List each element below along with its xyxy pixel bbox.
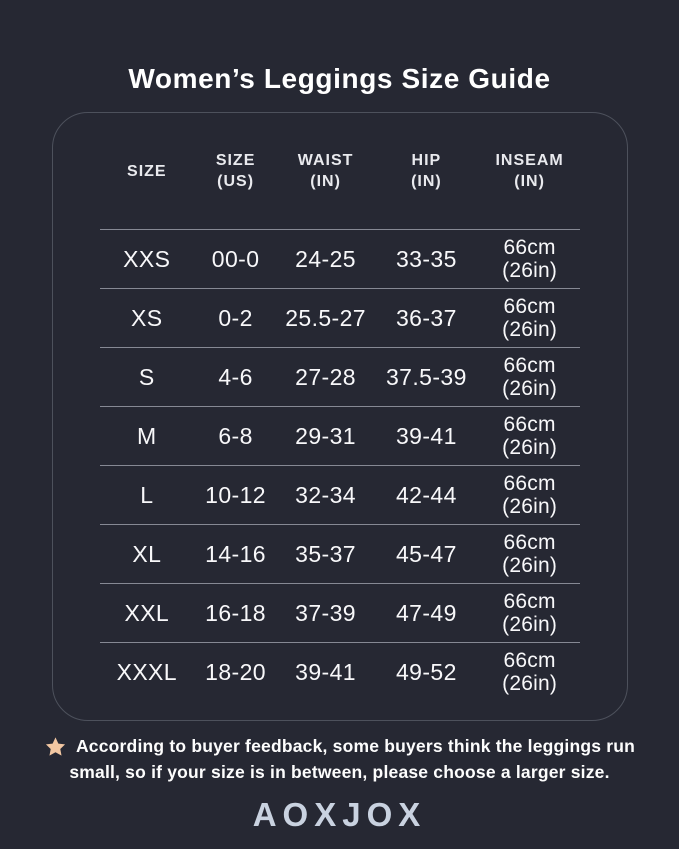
page-title: Women’s Leggings Size Guide bbox=[128, 62, 551, 94]
column-header-size: SIZE bbox=[127, 162, 167, 180]
cell-inseam: 66cm (26in) bbox=[502, 354, 558, 400]
cell-hip: 42-44 bbox=[395, 481, 457, 508]
table-row bbox=[100, 524, 580, 583]
table-row bbox=[100, 288, 580, 347]
cell-size-us: 16-18 bbox=[205, 599, 266, 626]
cell-size: XS bbox=[131, 304, 163, 331]
cell-size-us: 6-8 bbox=[218, 422, 253, 449]
cell-hip: 39-41 bbox=[395, 422, 457, 449]
cell-hip: 37.5-39 bbox=[385, 363, 467, 390]
size-table-panel bbox=[52, 112, 628, 721]
table-row bbox=[100, 465, 580, 524]
cell-waist: 25.5-27 bbox=[285, 304, 366, 331]
cell-waist: 32-34 bbox=[295, 481, 356, 508]
size-table bbox=[100, 113, 580, 701]
cell-inseam: 66cm (26in) bbox=[502, 295, 558, 341]
cell-size: XXL bbox=[124, 599, 170, 626]
table-row bbox=[100, 347, 580, 406]
cell-size: XXXL bbox=[116, 658, 177, 685]
table-body bbox=[100, 229, 580, 701]
column-header-waist: WAIST (IN) bbox=[297, 152, 354, 190]
cell-hip: 47-49 bbox=[395, 599, 457, 626]
cell-size-us: 00-0 bbox=[211, 245, 260, 272]
cell-size: M bbox=[137, 422, 157, 449]
cell-inseam: 66cm (26in) bbox=[502, 472, 558, 518]
cell-waist: 35-37 bbox=[295, 540, 356, 567]
cell-size-us: 0-2 bbox=[218, 304, 253, 331]
brand-logo: AOXJOX bbox=[252, 796, 427, 833]
cell-waist: 24-25 bbox=[295, 245, 356, 272]
note-line-1 bbox=[0, 733, 679, 759]
cell-hip: 33-35 bbox=[395, 245, 457, 272]
column-header-hip: HIP (IN) bbox=[411, 152, 442, 190]
cell-waist: 29-31 bbox=[295, 422, 356, 449]
note-line-2: small, so if your size is in between, please choose a larger size. bbox=[69, 762, 610, 782]
note-text-line-1: According to buyer feedback, some buyers think the leggings run bbox=[75, 736, 636, 756]
cell-waist: 27-28 bbox=[295, 363, 356, 390]
table-row bbox=[100, 642, 580, 701]
buyer-feedback-note bbox=[0, 733, 679, 785]
cell-size-us: 18-20 bbox=[205, 658, 266, 685]
cell-size: XL bbox=[132, 540, 162, 567]
table-row bbox=[100, 406, 580, 465]
cell-hip: 45-47 bbox=[395, 540, 457, 567]
table-row bbox=[100, 229, 580, 288]
cell-inseam: 66cm (26in) bbox=[502, 236, 558, 282]
cell-hip: 36-37 bbox=[395, 304, 457, 331]
cell-inseam: 66cm (26in) bbox=[502, 590, 558, 636]
cell-inseam: 66cm (26in) bbox=[502, 413, 558, 459]
cell-waist: 37-39 bbox=[295, 599, 356, 626]
cell-size: L bbox=[140, 481, 154, 508]
cell-inseam: 66cm (26in) bbox=[502, 531, 558, 577]
column-header-size-us: SIZE (US) bbox=[215, 152, 256, 190]
cell-inseam: 66cm (26in) bbox=[502, 649, 558, 695]
table-header-row bbox=[100, 113, 580, 229]
star-icon bbox=[44, 735, 67, 758]
table-row bbox=[100, 583, 580, 642]
cell-size-us: 10-12 bbox=[205, 481, 266, 508]
cell-size-us: 14-16 bbox=[205, 540, 266, 567]
cell-size: S bbox=[138, 363, 155, 390]
cell-waist: 39-41 bbox=[295, 658, 356, 685]
cell-size-us: 4-6 bbox=[218, 363, 253, 390]
cell-size: XXS bbox=[123, 245, 171, 272]
cell-hip: 49-52 bbox=[395, 658, 457, 685]
column-header-inseam: INSEAM (IN) bbox=[495, 152, 564, 190]
